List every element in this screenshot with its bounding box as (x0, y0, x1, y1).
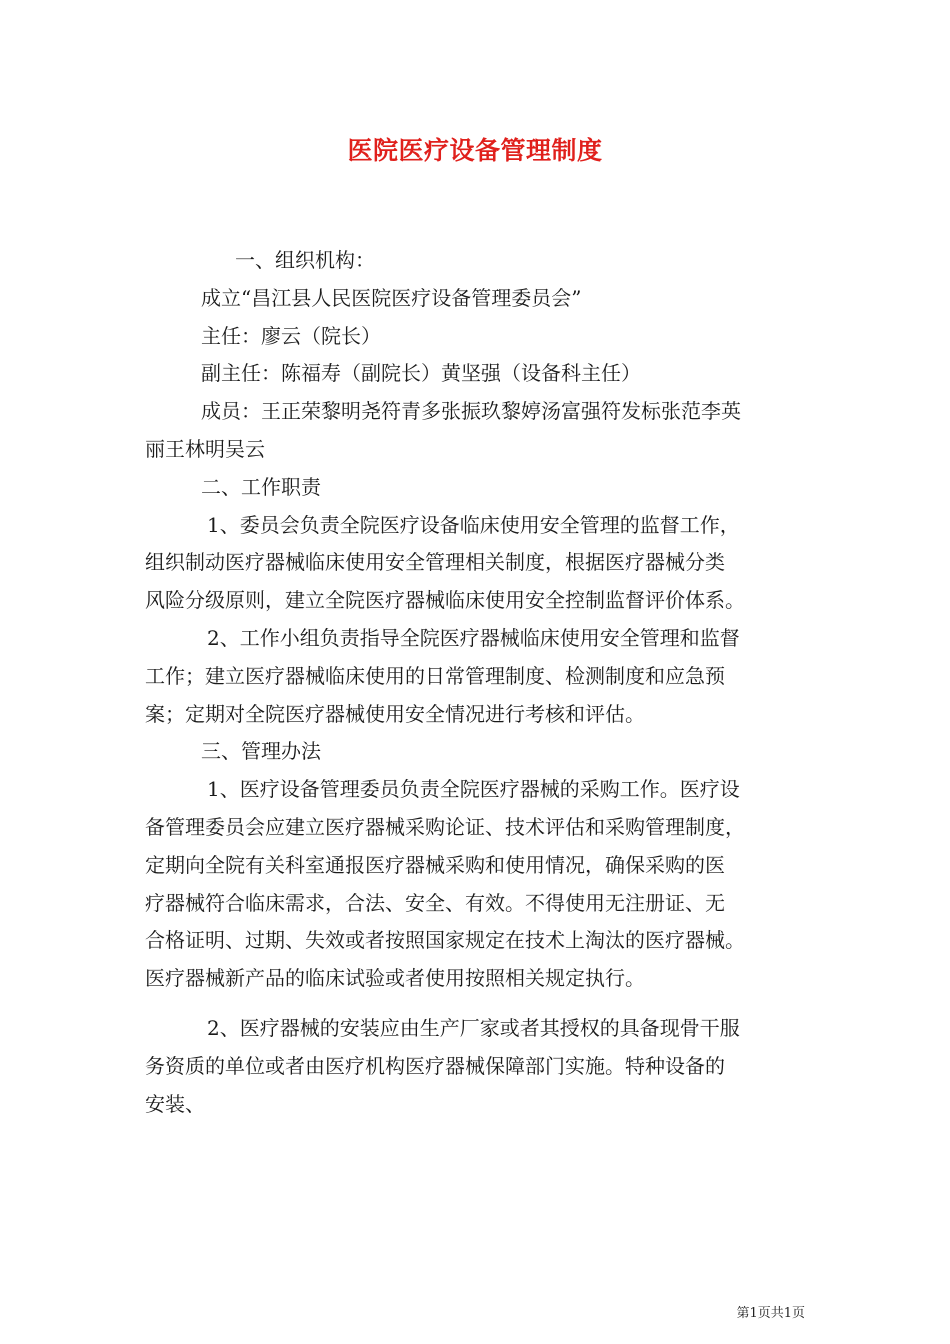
paragraph-line: 1、医疗设备管理委员负责全院医疗器械的采购工作。医疗设 (207, 777, 740, 802)
page-number: 第1页共1页 (736, 1306, 805, 1321)
paragraph-line: 组织制动医疗器械临床使用安全管理相关制度，根据医疗器械分类 (145, 550, 725, 575)
paragraph-line: 主任：廖云（院长） (201, 323, 381, 348)
paragraph-line: 合格证明、过期、失效或者按照国家规定在技术上淘汰的医疗器械。 (145, 928, 745, 953)
paragraph-line: 定期向全院有关科室通报医疗器械采购和使用情况，确保采购的医 (145, 852, 725, 877)
section-heading: 三、管理办法 (201, 739, 321, 764)
document-title: 医院医疗设备管理制度 (347, 136, 603, 165)
paragraph-line: 医疗器械新产品的临床试验或者使用按照相关规定执行。 (145, 966, 645, 991)
paragraph-line: 工作；建立医疗器械临床使用的日常管理制度、检测制度和应急预 (145, 663, 725, 688)
paragraph-line: 成立“昌江县人民医院医疗设备管理委员会” (201, 285, 582, 310)
paragraph-line: 2、医疗器械的安装应由生产厂家或者其授权的具备现骨干服 (207, 1015, 740, 1040)
paragraph-line: 丽王林明吴云 (145, 436, 265, 461)
paragraph-line: 1、委员会负责全院医疗设备临床使用安全管理的监督工作， (207, 512, 740, 537)
paragraph-line: 疗器械符合临床需求，合法、安全、有效。不得使用无注册证、无 (145, 890, 725, 915)
paragraph-line: 安装、 (145, 1091, 205, 1116)
paragraph-line: 2、工作小组负责指导全院医疗器械临床使用安全管理和监督 (207, 625, 740, 650)
paragraph-line: 务资质的单位或者由医疗机构医疗器械保障部门实施。特种设备的 (145, 1053, 725, 1078)
paragraph-line: 成员：王正荣黎明尧符青多张振玖黎婷汤富强符发标张范李英 (201, 399, 741, 424)
section-heading: 一、组织机构： (235, 248, 375, 272)
paragraph-line: 案；定期对全院医疗器械使用安全情况进行考核和评估。 (145, 701, 645, 726)
document-body (145, 242, 810, 1123)
paragraph-line: 备管理委员会应建立医疗器械采购论证、技术评估和采购管理制度， (145, 814, 745, 839)
section-heading: 二、工作职责 (201, 474, 321, 499)
paragraph-line: 副主任：陈福寿（副院长）黄坚强（设备科主任） (201, 361, 641, 386)
paragraph-line: 风险分级原则，建立全院医疗器械临床使用安全控制监督评价体系。 (145, 588, 745, 613)
